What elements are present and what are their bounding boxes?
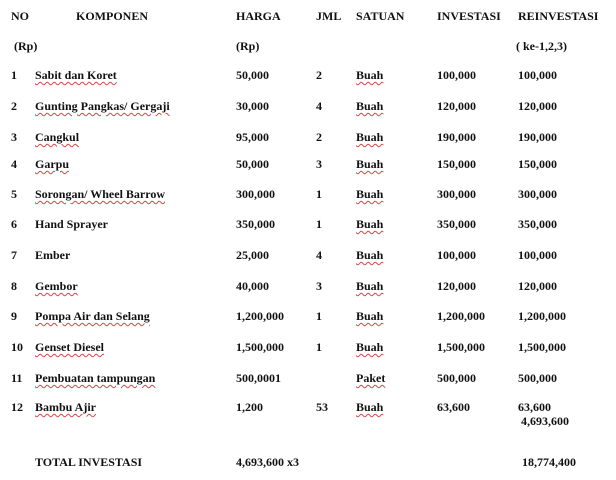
row-no: 7 — [11, 248, 17, 262]
row-investasi: 100,000 — [437, 248, 476, 262]
row-komponen: Hand Sprayer — [35, 217, 109, 231]
row-investasi: 63,600 — [437, 400, 470, 414]
row-no: 1 — [11, 68, 17, 82]
row-jml: 1 — [316, 187, 322, 201]
row-jml: 4 — [316, 99, 322, 113]
row-reinvestasi: 120,000 — [518, 279, 557, 293]
header-harga: HARGA — [236, 9, 281, 23]
total-label: TOTAL INVESTASI — [35, 455, 143, 469]
row-komponen: Pembuatan tampungan — [35, 371, 156, 385]
row-investasi: 1,500,000 — [437, 340, 485, 354]
row-satuan: Buah — [356, 99, 384, 113]
row-harga: 1,200 — [236, 400, 263, 414]
row-reinvestasi: 500,000 — [518, 371, 557, 385]
header-reinvest-note: ( ke-1,2,3) — [516, 39, 567, 53]
row-no: 9 — [11, 309, 17, 323]
row-investasi: 350,000 — [437, 217, 476, 231]
row-harga: 30,000 — [236, 99, 269, 113]
row-jml: 4 — [316, 248, 322, 262]
row-satuan: Buah — [356, 68, 384, 82]
row-komponen: Gembor — [35, 279, 78, 293]
header-satuan: SATUAN — [356, 9, 405, 23]
row-satuan: Buah — [356, 187, 384, 201]
row-komponen: Sorongan/ Wheel Barrow — [35, 187, 166, 201]
row-komponen: Bambu Ajir — [35, 400, 97, 414]
row-no: 12 — [11, 400, 23, 414]
row-investasi: 190,000 — [437, 130, 476, 144]
row-investasi: 150,000 — [437, 157, 476, 171]
row-jml: 1 — [316, 340, 322, 354]
row-investasi: 1,200,000 — [437, 309, 485, 323]
row-harga: 95,000 — [236, 130, 269, 144]
header-jml: JML — [316, 9, 342, 23]
row-no: 8 — [11, 279, 17, 293]
row-reinvestasi-extra: 4,693,600 — [521, 414, 569, 428]
row-komponen: Ember — [35, 248, 71, 262]
row-investasi: 300,000 — [437, 187, 476, 201]
row-harga: 1,200,000 — [236, 309, 284, 323]
row-harga: 50,000 — [236, 68, 269, 82]
row-reinvestasi: 100,000 — [518, 68, 557, 82]
header-komponen: KOMPONEN — [76, 9, 148, 23]
row-satuan: Buah — [356, 340, 384, 354]
row-reinvestasi: 120,000 — [518, 99, 557, 113]
row-harga: 25,000 — [236, 248, 269, 262]
total-harga: 4,693,600 x3 — [236, 455, 299, 469]
row-harga: 500,0001 — [236, 371, 281, 385]
header-no: NO — [11, 9, 29, 23]
row-no: 6 — [11, 217, 17, 231]
row-satuan: Buah — [356, 248, 384, 262]
row-reinvestasi: 190,000 — [518, 130, 557, 144]
row-satuan: Buah — [356, 130, 384, 144]
row-satuan: Buah — [356, 309, 384, 323]
row-no: 11 — [11, 371, 23, 385]
row-komponen: Genset Diesel — [35, 340, 104, 354]
row-reinvestasi: 63,600 — [518, 400, 551, 414]
row-jml: 3 — [316, 279, 322, 293]
row-reinvestasi: 150,000 — [518, 157, 557, 171]
row-investasi: 120,000 — [437, 99, 476, 113]
header-harga-unit: (Rp) — [236, 39, 260, 53]
row-komponen: Pompa Air dan Selang — [35, 309, 150, 323]
row-investasi: 100,000 — [437, 68, 476, 82]
row-reinvestasi: 350,000 — [518, 217, 557, 231]
row-satuan: Paket — [356, 371, 386, 385]
row-jml: 2 — [316, 68, 322, 82]
row-satuan: Buah — [356, 217, 384, 231]
row-investasi: 120,000 — [437, 279, 476, 293]
row-komponen: Sabit dan Koret — [35, 68, 117, 82]
row-reinvestasi: 1,200,000 — [518, 309, 566, 323]
row-jml: 53 — [316, 400, 328, 414]
row-harga: 50,000 — [236, 157, 269, 171]
row-reinvestasi: 300,000 — [518, 187, 557, 201]
row-harga: 1,500,000 — [236, 340, 284, 354]
row-no: 3 — [11, 130, 17, 144]
row-no: 4 — [11, 157, 17, 171]
row-no: 2 — [11, 99, 17, 113]
row-harga: 350,000 — [236, 217, 275, 231]
row-komponen: Garpu — [35, 157, 70, 171]
header-rp: (Rp) — [14, 39, 38, 53]
row-reinvestasi: 100,000 — [518, 248, 557, 262]
row-no: 5 — [11, 187, 17, 201]
row-investasi: 500,000 — [437, 371, 476, 385]
row-no: 10 — [11, 340, 23, 354]
row-harga: 300,000 — [236, 187, 275, 201]
row-jml: 3 — [316, 157, 322, 171]
row-harga: 40,000 — [236, 279, 269, 293]
header-investasi: INVESTASI — [437, 9, 501, 23]
row-jml: 1 — [316, 309, 322, 323]
total-reinvestasi: 18,774,400 — [522, 455, 576, 469]
row-satuan: Buah — [356, 157, 384, 171]
row-jml: 1 — [316, 217, 322, 231]
row-jml: 2 — [316, 130, 322, 144]
row-komponen: Cangkul — [35, 130, 80, 144]
row-satuan: Buah — [356, 400, 384, 414]
header-reinvestasi: REINVESTASI — [518, 9, 599, 23]
row-reinvestasi: 1,500,000 — [518, 340, 566, 354]
row-satuan: Buah — [356, 279, 384, 293]
row-komponen: Gunting Pangkas/ Gergaji — [35, 99, 170, 113]
